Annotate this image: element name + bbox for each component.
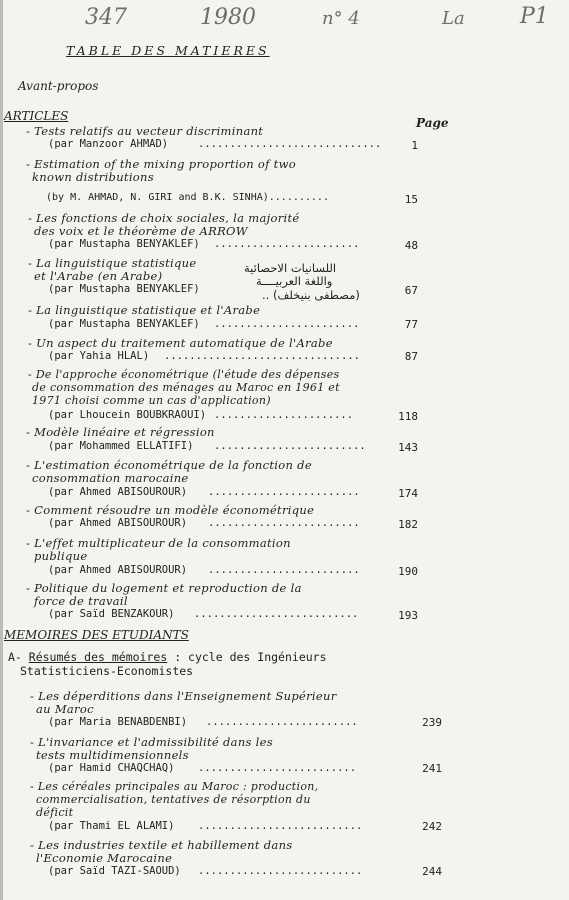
- entry-author: (par Mustapha BENYAKLEF): [48, 318, 200, 330]
- page-column-label: Page: [416, 116, 449, 130]
- page-edge: [0, 0, 3, 900]
- leader-dots: .......................: [214, 318, 360, 330]
- entry-title-cont: de consommation des ménages au Maroc en 1961 et: [32, 381, 340, 394]
- page-number: 241: [422, 762, 442, 775]
- entry-author: (par Saïd BENZAKOUR): [48, 608, 175, 620]
- entry-author: (par Thami EL ALAMI): [48, 820, 175, 832]
- leader-dots: ...............................: [164, 350, 360, 362]
- page-number: 242: [422, 820, 442, 833]
- entry-author: (par Mohammed ELLATIFI): [48, 440, 194, 452]
- entry-author: (par Mustapha BENYAKLEF): [48, 283, 200, 295]
- entry-title-cont: des voix et le théorème de ARROW: [34, 224, 248, 238]
- arabic-author: (مصطفى بنيخلف) ..: [262, 288, 360, 302]
- entry-title-cont: known distributions: [32, 170, 154, 184]
- handwritten-number: 347: [85, 5, 127, 30]
- leader-dots: ........................: [206, 716, 358, 728]
- entry-author: (par Ahmed ABISOUROUR): [48, 517, 188, 529]
- leader-dots: ........................: [214, 440, 366, 452]
- entry-title-cont: commercialisation, tentatives de résorption du: [36, 793, 311, 806]
- leader-dots: ........................: [208, 486, 360, 498]
- entry-author: (by M. AHMAD, N. GIRI and B.K. SINHA)..........: [46, 192, 329, 203]
- memoires-heading: MEMOIRES DES ETUDIANTS: [4, 628, 189, 642]
- entry-author: (par Ahmed ABISOUROUR): [48, 564, 188, 576]
- entry-title: - Modèle linéaire et régression: [26, 425, 215, 439]
- entry-title: - Comment résoudre un modèle économétrique: [26, 503, 315, 517]
- page-number: 1: [411, 139, 418, 152]
- leader-dots: ..........................: [194, 608, 359, 620]
- entry-title-cont: déficit: [36, 806, 74, 819]
- entry-author: (par Lhoucein BOUBKRAOUI): [48, 409, 207, 421]
- entry-title: - L'invariance et l'admissibilité dans les: [30, 735, 273, 749]
- page-number: 118: [398, 410, 418, 423]
- entry-title: - De l'approche économétrique (l'étude des dépenses: [28, 368, 340, 381]
- entry-title-cont: tests multidimensionnels: [36, 748, 189, 762]
- section-a-line1: A- Résumés des mémoires : cycle des Ingénieurs: [8, 650, 327, 664]
- entry-title: - Un aspect du traitement automatique de l'Arabe: [28, 336, 333, 350]
- articles-heading: ARTICLES: [4, 109, 69, 123]
- leader-dots: .........................: [198, 762, 357, 774]
- handwritten-issue: n° 4: [322, 8, 360, 29]
- page-number: 77: [404, 318, 418, 331]
- handwritten-la: La: [442, 8, 465, 29]
- leader-dots: ..........................: [198, 865, 363, 877]
- entry-title: - Les fonctions de choix sociales, la majorité: [28, 211, 300, 225]
- entry-title-cont: l'Economie Marocaine: [36, 851, 173, 865]
- entry-title-cont: et l'Arabe (en Arabe): [34, 269, 163, 283]
- page-number: 174: [398, 487, 418, 500]
- arabic-title-line1: اللسانيات الاحصائية: [244, 261, 337, 275]
- leader-dots: .............................: [198, 138, 382, 150]
- entry-author: (par Yahia HLAL): [48, 350, 150, 362]
- page-number: 190: [398, 565, 418, 578]
- handwritten-p1: P1: [520, 4, 549, 29]
- entry-author: (par Manzoor AHMAD): [48, 138, 169, 150]
- entry-title-cont: publique: [34, 549, 88, 563]
- page-number: 15: [404, 193, 418, 206]
- handwritten-year: 1980: [200, 5, 256, 30]
- entry-title-cont: au Maroc: [36, 702, 94, 716]
- entry-title: - Les céréales principales au Maroc : production,: [30, 780, 319, 793]
- leader-dots: ........................: [208, 517, 360, 529]
- entry-title: - L'effet multiplicateur de la consommation: [26, 536, 291, 550]
- page-title: TABLE DES MATIERES: [66, 43, 270, 58]
- entry-title: - Estimation of the mixing proportion of two: [26, 157, 296, 171]
- entry-author: (par Maria BENABDENBI): [48, 716, 188, 728]
- page-number: 182: [398, 518, 418, 531]
- page-number: 67: [404, 284, 418, 297]
- page-number: 143: [398, 441, 418, 454]
- entry-title-cont: consommation marocaine: [32, 471, 189, 485]
- avant-propos: Avant-propos: [18, 79, 99, 93]
- entry-title: - La linguistique statistique et l'Arabe: [28, 303, 261, 317]
- entry-title: - Tests relatifs au vecteur discriminant: [26, 124, 264, 138]
- page-number: 244: [422, 865, 442, 878]
- section-a-line2: Statisticiens-Economistes: [20, 664, 194, 678]
- page-number: 193: [398, 609, 418, 622]
- entry-title: - L'estimation économétrique de la fonction de: [26, 458, 312, 472]
- page-number: 87: [404, 350, 418, 363]
- leader-dots: ..........................: [198, 820, 363, 832]
- page-number: 48: [404, 239, 418, 252]
- leader-dots: .......................: [214, 238, 360, 250]
- entry-title: - Les déperditions dans l'Enseignement Supérieur: [30, 689, 337, 703]
- entry-author: (par Hamid CHAQCHAQ): [48, 762, 175, 774]
- entry-title-cont: 1971 choisi comme un cas d'application): [32, 394, 271, 407]
- entry-author: (par Mustapha BENYAKLEF): [48, 238, 200, 250]
- leader-dots: ......................: [214, 409, 354, 421]
- entry-author: (par Ahmed ABISOUROUR): [48, 486, 188, 498]
- page-number: 239: [422, 716, 442, 729]
- entry-title: - La linguistique statistique: [28, 256, 197, 270]
- arabic-title-line2: واللغة العربيــــة: [256, 274, 333, 288]
- leader-dots: ........................: [208, 564, 360, 576]
- entry-title: - Les industries textile et habillement dans: [30, 838, 293, 852]
- entry-title: - Politique du logement et reproduction de la: [26, 581, 302, 595]
- entry-author: (par Saïd TAZI-SAOUD): [48, 865, 181, 877]
- entry-title-cont: force de travail: [34, 594, 128, 608]
